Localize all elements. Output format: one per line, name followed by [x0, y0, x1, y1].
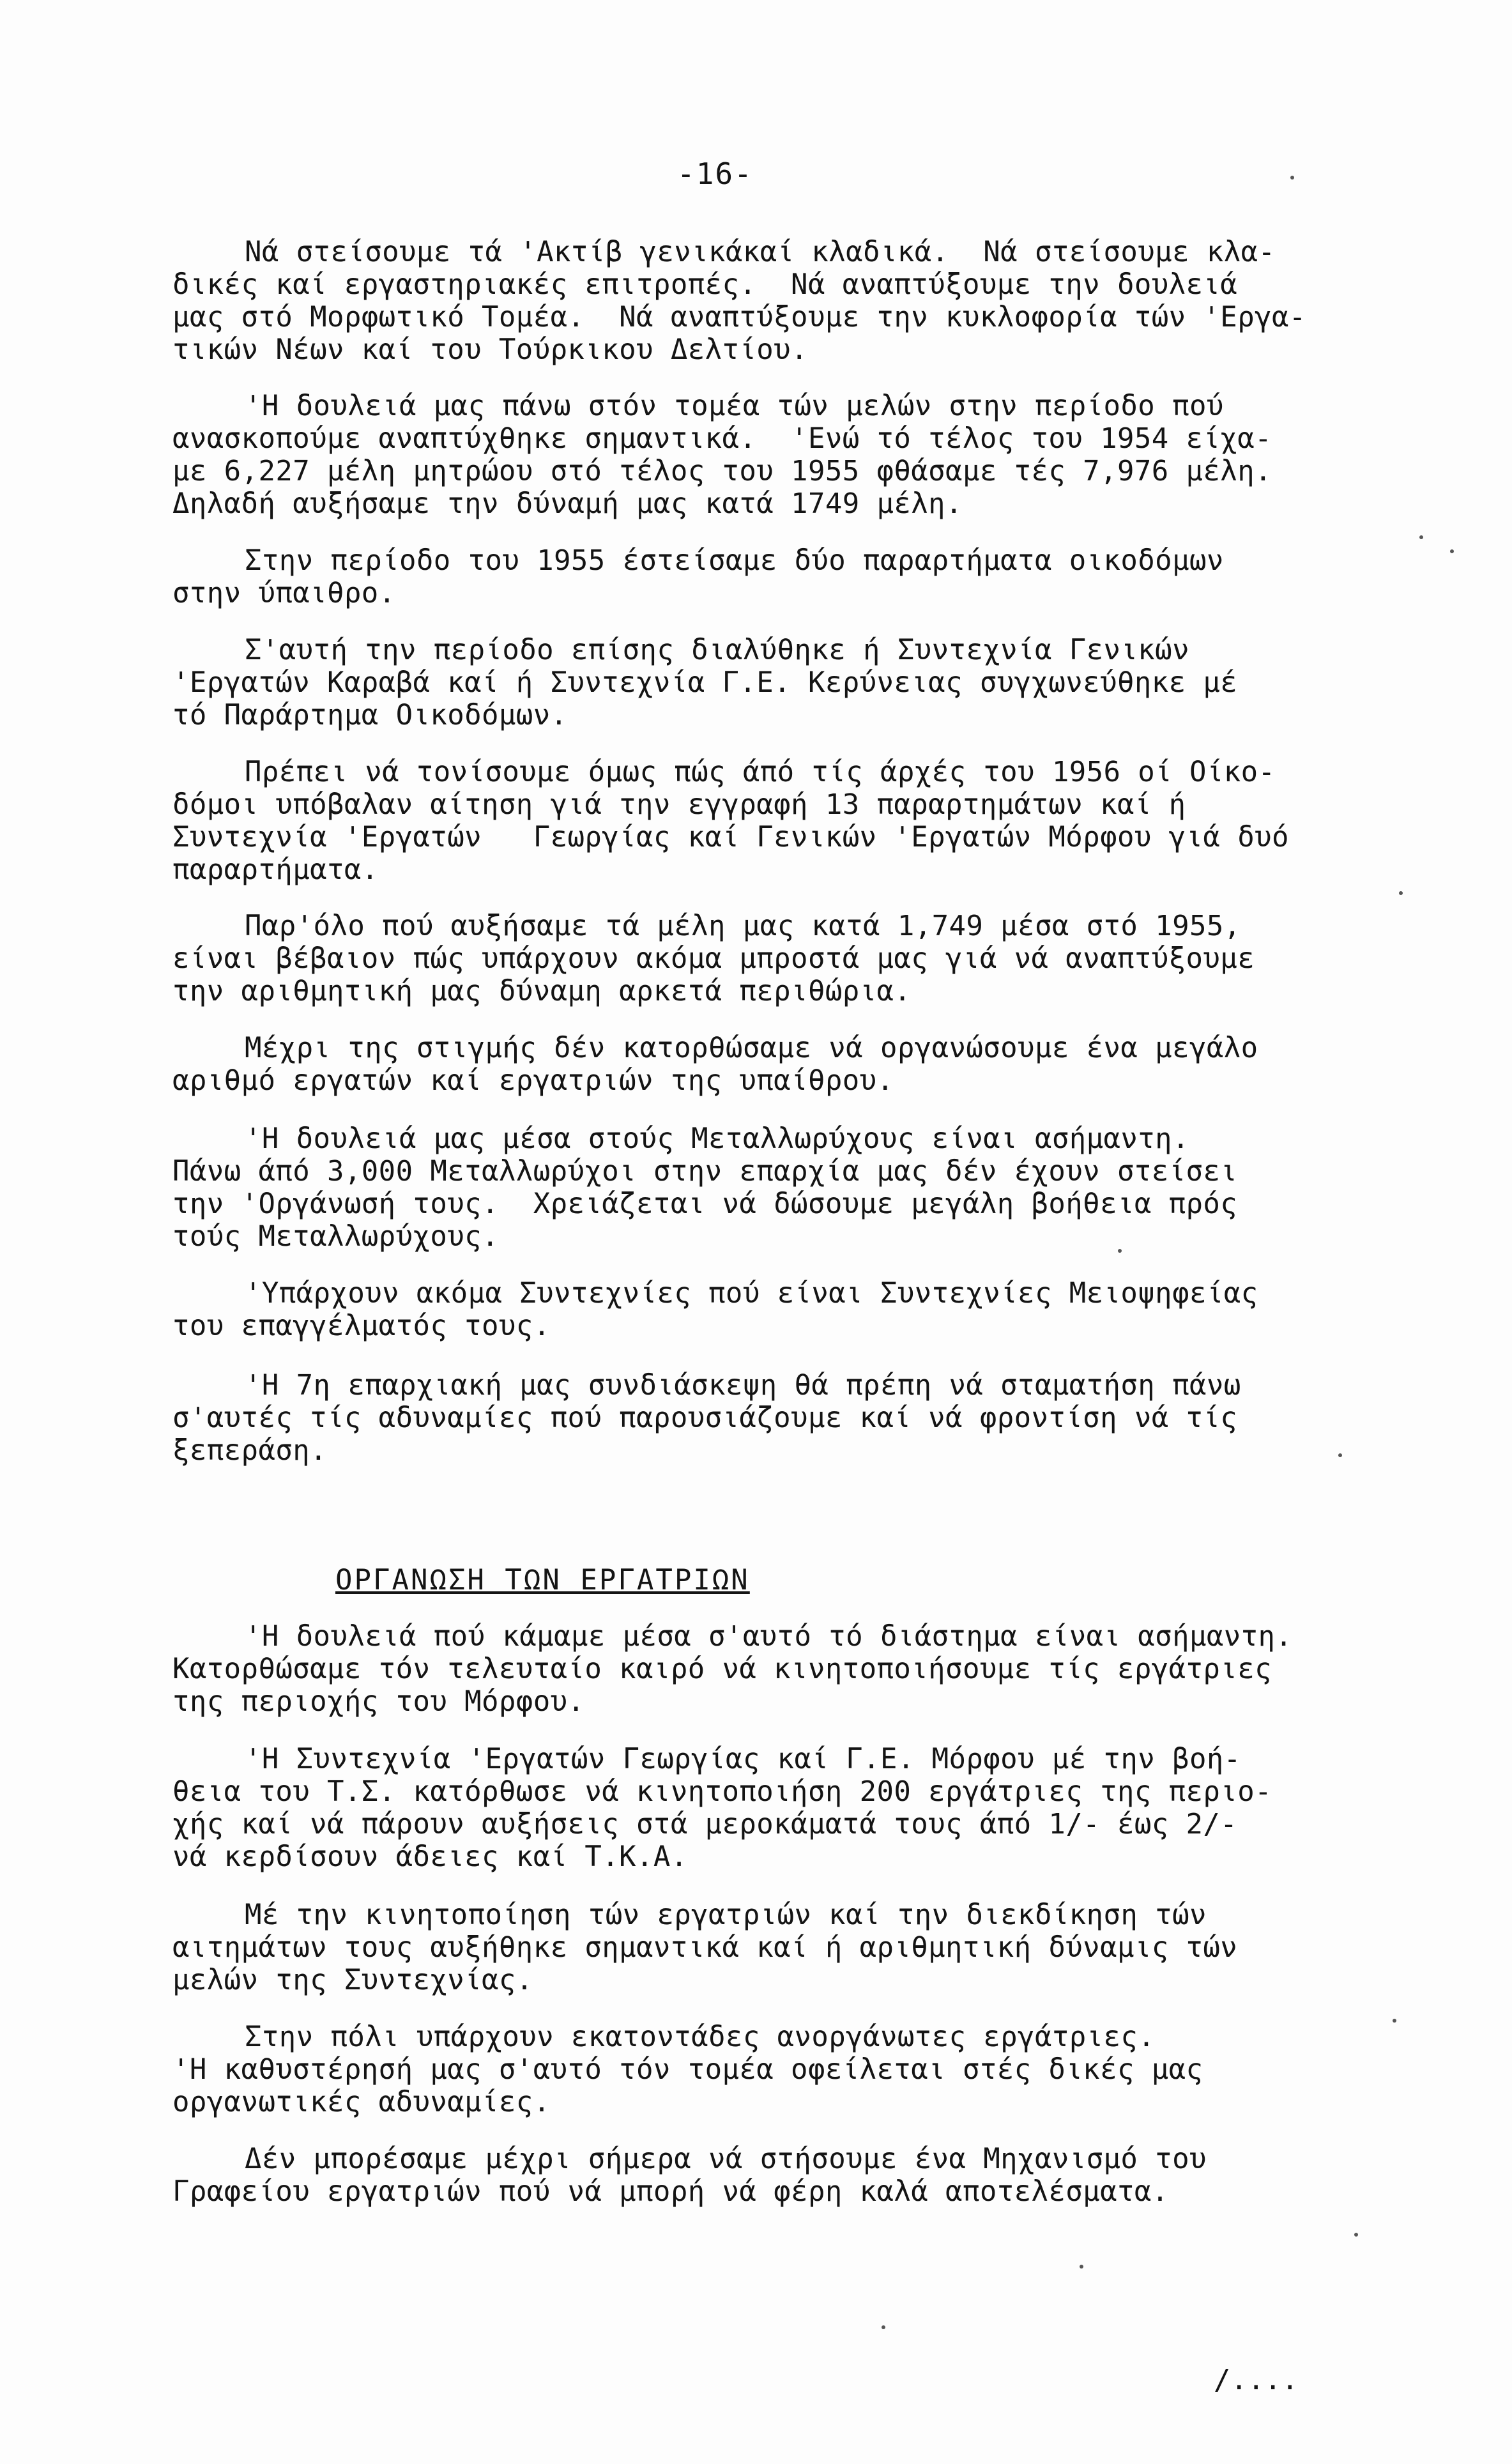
text-line: οργανωτικές αδυναμίες.	[172, 2086, 551, 2118]
text-line: δικές καί εργαστηριακές επιτροπές. Νά αναπτύξουμε την δουλειά	[172, 268, 1238, 301]
text-line: Μέχρι της στιγμής δέν κατορθώσαμε νά οργανώσουμε ένα μεγάλο	[245, 1032, 1258, 1064]
text-line: της περιοχής του Μόρφου.	[172, 1685, 585, 1718]
text-line: Στην περίοδο του 1955 έστείσαμε δύο παραρτήματα οικοδόμων	[245, 544, 1224, 577]
text-line: ανασκοπούμε αναπτύχθηκε σημαντικά. 'Ενώ τό τέλος του 1954 είχα-	[172, 422, 1272, 455]
section-heading: ΟΡΓΑΝΩΣΗ ΤΩΝ ΕΡΓΑΤΡΙΩΝ	[335, 1564, 750, 1596]
text-line: Γραφείου εργατριών πού νά μπορή νά φέρη καλά αποτελέσματα.	[172, 2175, 1169, 2208]
text-line: την 'Οργάνωσή τους. Χρειάζεται νά δώσουμε μεγάλη βοήθεια πρός	[172, 1188, 1238, 1220]
text-line: Συντεχνία 'Εργατών Γεωργίας καί Γενικών 'Εργατών Μόρφου γιά δυό	[172, 821, 1289, 853]
text-line: 'Η Συντεχνία 'Εργατών Γεωργίας καί Γ.Ε. Μόρφου μέ την βοή-	[245, 1743, 1241, 1775]
text-line: Στην πόλι υπάρχουν εκατοντάδες ανοργάνωτες εργάτριες.	[245, 2021, 1156, 2053]
text-line: χής καί νά πάρουν αυξήσεις στά μεροκάματά τους άπό 1/- έως 2/-	[172, 1808, 1238, 1840]
text-line: είναι βέβαιον πώς υπάρχουν ακόμα μπροστά μας γιά νά αναπτύξουμε	[172, 942, 1255, 975]
text-line: 'Εργατών Καραβά καί ή Συντεχνία Γ.Ε. Κερύνειας συγχωνεύθηκε μέ	[172, 666, 1238, 699]
text-line: τό Παράρτημα Οικοδόμων.	[172, 699, 568, 731]
text-line: 'Η δουλειά μας μέσα στούς Μεταλλωρύχους είναι ασήμαντη.	[245, 1122, 1189, 1155]
text-line: 'Η δουλειά πού κάμαμε μέσα σ'αυτό τό διάστημα είναι ασήμαντη.	[245, 1620, 1293, 1653]
text-line: 'Η καθυστέρησή μας σ'αυτό τόν τομέα οφείλεται στές δικές μας	[172, 2053, 1203, 2086]
text-line: τικών Νέων καί του Τούρκικου Δελτίου.	[172, 333, 808, 366]
text-line: την αριθμητική μας δύναμη αρκετά περιθώρια.	[172, 975, 912, 1007]
text-line: Πρέπει νά τονίσουμε όμως πώς άπό τίς άρχές του 1956 οί Οίκο-	[245, 756, 1276, 788]
text-line: αιτημάτων τους αυξήθηκε σημαντικά καί ή αριθμητική δύναμις τών	[172, 1931, 1238, 1964]
text-line: τούς Μεταλλωρύχους.	[172, 1220, 499, 1253]
text-line: Νά στείσουμε τά 'Ακτίβ γενικάκαί κλαδικά. Νά στείσουμε κλα-	[245, 236, 1276, 268]
text-line: μας στό Μορφωτικό Τομέα. Νά αναπτύξουμε την κυκλοφορία τών 'Εργα-	[172, 301, 1306, 333]
text-line: Πάνω άπό 3,000 Μεταλλωρύχοι στην επαρχία μας δέν έχουν στείσει	[172, 1155, 1238, 1188]
text-line: του επαγγέλματός τους.	[172, 1310, 551, 1342]
text-line: θεια του Τ.Σ. κατόρθωσε νά κινητοποιήση 200 εργάτριες της περιο-	[172, 1775, 1272, 1808]
text-line: Σ'αυτή την περίοδο επίσης διαλύθηκε ή Συντεχνία Γενικών	[245, 634, 1189, 666]
text-line: 'Η δουλειά μας πάνω στόν τομέα τών μελών στην περίοδο πού	[245, 390, 1224, 422]
text-line: με 6,227 μέλη μητρώου στό τέλος του 1955 φθάσαμε τές 7,976 μέλη.	[172, 455, 1272, 487]
text-line: νά κερδίσουν άδειες καί Τ.Κ.Α.	[172, 1840, 688, 1873]
text-line: δόμοι υπόβαλαν αίτηση γιά την εγγραφή 13 παραρτημάτων καί ή	[172, 788, 1186, 821]
text-line: Δηλαδή αυξήσαμε την δύναμή μας κατά 1749 μέλη.	[172, 487, 963, 520]
text-line: στην ύπαιθρο.	[172, 577, 396, 609]
text-line: 'Υπάρχουν ακόμα Συντεχνίες πού είναι Συντεχνίες Μειοψηφείας	[245, 1277, 1258, 1310]
text-line: παραρτήματα.	[172, 853, 379, 886]
text-line: σ'αυτές τίς αδυναμίες πού παρουσιάζουμε καί νά φροντίση νά τίς	[172, 1402, 1238, 1434]
continuation-mark: /....	[1214, 2364, 1299, 2396]
text-line: ξεπεράση.	[172, 1434, 328, 1467]
text-line: Κατορθώσαμε τόν τελευταίο καιρό νά κινητοποιήσουμε τίς εργάτριες	[172, 1653, 1272, 1685]
page-number: -16-	[677, 157, 753, 191]
text-line: Μέ την κινητοποίηση τών εργατριών καί την διεκδίκηση τών	[245, 1899, 1207, 1931]
text-line: 'Η 7η επαρχιακή μας συνδιάσκεψη θά πρέπη νά σταματήση πάνω	[245, 1369, 1241, 1402]
text-line: Δέν μπορέσαμε μέχρι σήμερα νά στήσουμε ένα Μηχανισμό του	[245, 2143, 1207, 2175]
text-line: αριθμό εργατών καί εργατριών της υπαίθρου.	[172, 1064, 894, 1097]
text-line: μελών της Συντεχνίας.	[172, 1964, 533, 1996]
text-line: Παρ'όλο πού αυξήσαμε τά μέλη μας κατά 1,749 μέσα στό 1955,	[245, 910, 1241, 942]
